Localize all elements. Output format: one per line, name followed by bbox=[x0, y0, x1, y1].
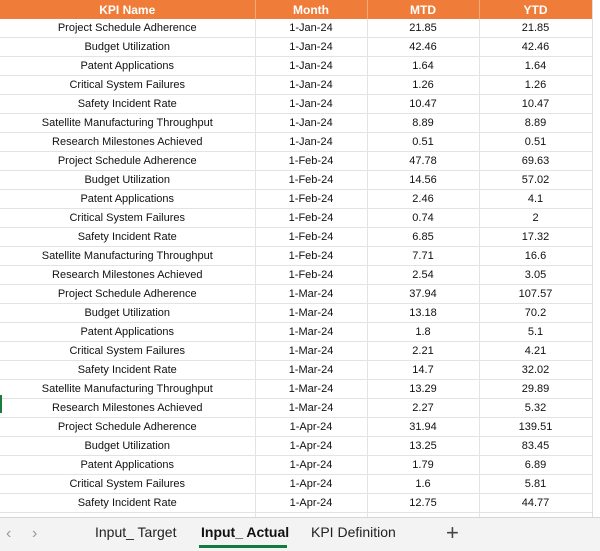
table-row bbox=[0, 19, 592, 38]
cell-mtd[interactable]: 2.27 bbox=[367, 399, 479, 418]
cell-month[interactable]: 1-Jan-24 bbox=[255, 76, 367, 95]
cell-month[interactable]: 1-Feb-24 bbox=[255, 209, 367, 228]
grid-edge bbox=[592, 0, 593, 517]
cell-kpi-name[interactable]: Safety Incident Rate bbox=[0, 95, 255, 114]
cell-ytd[interactable]: 69.63 bbox=[479, 152, 592, 171]
cell-mtd[interactable]: 1.79 bbox=[367, 456, 479, 475]
cell-mtd[interactable]: 1.8 bbox=[367, 323, 479, 342]
table-row bbox=[0, 361, 592, 380]
cell-kpi-name[interactable]: Patent Applications bbox=[0, 456, 255, 475]
cell-ytd[interactable]: 139.51 bbox=[479, 418, 592, 437]
cell-kpi-name[interactable]: Safety Incident Rate bbox=[0, 494, 255, 513]
cell-ytd[interactable]: 0.51 bbox=[479, 133, 592, 152]
cell-ytd[interactable]: 6.89 bbox=[479, 456, 592, 475]
cell-ytd[interactable]: 70.2 bbox=[479, 304, 592, 323]
cell-ytd[interactable]: 16.6 bbox=[479, 247, 592, 266]
row-selection-marker bbox=[0, 395, 2, 413]
header-mtd[interactable]: MTD bbox=[367, 0, 479, 19]
cell-mtd[interactable]: 42.46 bbox=[367, 38, 479, 57]
cell-month[interactable]: 1-Apr-24 bbox=[255, 456, 367, 475]
cell-month[interactable]: 1-Apr-24 bbox=[255, 437, 367, 456]
cell-mtd[interactable]: 0.51 bbox=[367, 133, 479, 152]
cell-ytd[interactable]: 3.05 bbox=[479, 266, 592, 285]
cell-kpi-name[interactable]: Critical System Failures bbox=[0, 475, 255, 494]
cell-kpi-name[interactable]: Budget Utilization bbox=[0, 437, 255, 456]
cell-ytd[interactable]: 42.46 bbox=[479, 38, 592, 57]
cell-kpi-name[interactable]: Research Milestones Achieved bbox=[0, 133, 255, 152]
tab-input-target[interactable]: Input_ Target bbox=[95, 524, 177, 540]
cell-mtd[interactable]: 2.46 bbox=[367, 190, 479, 209]
table-row bbox=[0, 228, 592, 247]
sheet-tab-bar bbox=[0, 517, 600, 551]
cell-mtd[interactable]: 13.18 bbox=[367, 304, 479, 323]
cell-month[interactable]: 1-Apr-24 bbox=[255, 418, 367, 437]
cell-month[interactable]: 1-Jan-24 bbox=[255, 57, 367, 76]
cell-kpi-name[interactable]: Critical System Failures bbox=[0, 209, 255, 228]
cell-month[interactable]: 1-Mar-24 bbox=[255, 304, 367, 323]
table-row bbox=[0, 171, 592, 190]
cell-ytd[interactable]: 1.64 bbox=[479, 57, 592, 76]
table-row bbox=[0, 494, 592, 513]
table-row bbox=[0, 380, 592, 399]
cell-month[interactable]: 1-Apr-24 bbox=[255, 494, 367, 513]
cell-kpi-name[interactable]: Critical System Failures bbox=[0, 76, 255, 95]
cell-month[interactable]: 1-Jan-24 bbox=[255, 114, 367, 133]
cell-ytd[interactable]: 4.21 bbox=[479, 342, 592, 361]
cell-ytd[interactable]: 32.02 bbox=[479, 361, 592, 380]
cell-month[interactable]: 1-Feb-24 bbox=[255, 247, 367, 266]
cell-kpi-name[interactable]: Budget Utilization bbox=[0, 304, 255, 323]
cell-kpi-name[interactable]: Project Schedule Adherence bbox=[0, 19, 255, 38]
header-ytd[interactable]: YTD bbox=[479, 0, 592, 19]
table-row bbox=[0, 76, 592, 95]
table-row bbox=[0, 285, 592, 304]
cell-mtd[interactable]: 1.6 bbox=[367, 475, 479, 494]
header-row bbox=[0, 0, 592, 19]
cell-kpi-name[interactable]: Safety Incident Rate bbox=[0, 361, 255, 380]
scroll-right-icon[interactable]: › bbox=[32, 525, 38, 542]
header-month[interactable]: Month bbox=[255, 0, 367, 19]
cell-ytd[interactable]: 5.32 bbox=[479, 399, 592, 418]
cell-ytd[interactable]: 4.1 bbox=[479, 190, 592, 209]
cell-ytd[interactable]: 21.85 bbox=[479, 19, 592, 38]
cell-mtd[interactable]: 37.94 bbox=[367, 285, 479, 304]
table-row bbox=[0, 418, 592, 437]
active-tab-indicator bbox=[199, 545, 287, 548]
cell-mtd[interactable]: 2.54 bbox=[367, 266, 479, 285]
cell-mtd[interactable]: 12.75 bbox=[367, 494, 479, 513]
cell-ytd[interactable]: 107.57 bbox=[479, 285, 592, 304]
table-row bbox=[0, 323, 592, 342]
cell-mtd[interactable]: 7.71 bbox=[367, 247, 479, 266]
cell-mtd[interactable]: 47.78 bbox=[367, 152, 479, 171]
table-row bbox=[0, 342, 592, 361]
cell-ytd[interactable]: 1.26 bbox=[479, 76, 592, 95]
cell-ytd[interactable]: 5.81 bbox=[479, 475, 592, 494]
table-row bbox=[0, 57, 592, 76]
cell-ytd[interactable]: 10.47 bbox=[479, 95, 592, 114]
cell-month[interactable]: 1-Mar-24 bbox=[255, 285, 367, 304]
cell-mtd[interactable]: 6.85 bbox=[367, 228, 479, 247]
cell-mtd[interactable]: 10.47 bbox=[367, 95, 479, 114]
cell-kpi-name[interactable]: Project Schedule Adherence bbox=[0, 285, 255, 304]
cell-kpi-name[interactable]: Project Schedule Adherence bbox=[0, 418, 255, 437]
cell-kpi-name[interactable]: Satellite Manufacturing Throughput bbox=[0, 114, 255, 133]
cell-mtd[interactable]: 21.85 bbox=[367, 19, 479, 38]
table-row bbox=[0, 266, 592, 285]
cell-kpi-name[interactable]: Critical System Failures bbox=[0, 342, 255, 361]
cell-month[interactable]: 1-Jan-24 bbox=[255, 19, 367, 38]
cell-month[interactable]: 1-Feb-24 bbox=[255, 228, 367, 247]
cell-mtd[interactable]: 14.7 bbox=[367, 361, 479, 380]
cell-mtd[interactable]: 1.64 bbox=[367, 57, 479, 76]
cell-kpi-name[interactable]: Budget Utilization bbox=[0, 171, 255, 190]
cell-mtd[interactable]: 14.56 bbox=[367, 171, 479, 190]
add-sheet-icon[interactable]: + bbox=[446, 520, 459, 545]
cell-mtd[interactable]: 0.74 bbox=[367, 209, 479, 228]
cell-kpi-name[interactable]: Research Milestones Achieved bbox=[0, 266, 255, 285]
cell-mtd[interactable]: 13.29 bbox=[367, 380, 479, 399]
tab-input-actual[interactable]: Input_ Actual bbox=[201, 524, 290, 540]
cell-month[interactable]: 1-Mar-24 bbox=[255, 361, 367, 380]
cell-kpi-name[interactable]: Patent Applications bbox=[0, 190, 255, 209]
cell-mtd[interactable]: 2.21 bbox=[367, 342, 479, 361]
cell-month[interactable]: 1-Feb-24 bbox=[255, 190, 367, 209]
scroll-left-icon[interactable]: ‹ bbox=[6, 525, 12, 542]
cell-mtd[interactable]: 8.89 bbox=[367, 114, 479, 133]
cell-ytd[interactable]: 5.1 bbox=[479, 323, 592, 342]
cell-kpi-name[interactable]: Budget Utilization bbox=[0, 38, 255, 57]
table-row bbox=[0, 209, 592, 228]
header-kpi-name[interactable]: KPI Name bbox=[0, 0, 255, 19]
cell-mtd[interactable]: 31.94 bbox=[367, 418, 479, 437]
cell-month[interactable]: 1-Feb-24 bbox=[255, 266, 367, 285]
table-row bbox=[0, 38, 592, 57]
table-row bbox=[0, 304, 592, 323]
cell-month[interactable]: 1-Jan-24 bbox=[255, 38, 367, 57]
cell-ytd[interactable]: 57.02 bbox=[479, 171, 592, 190]
cell-kpi-name[interactable]: Satellite Manufacturing Throughput bbox=[0, 247, 255, 266]
cell-kpi-name[interactable]: Patent Applications bbox=[0, 323, 255, 342]
cell-month[interactable]: 1-Mar-24 bbox=[255, 399, 367, 418]
cell-ytd[interactable]: 29.89 bbox=[479, 380, 592, 399]
cell-month[interactable]: 1-Mar-24 bbox=[255, 323, 367, 342]
table-row bbox=[0, 114, 592, 133]
cell-month[interactable]: 1-Mar-24 bbox=[255, 380, 367, 399]
cell-month[interactable]: 1-Mar-24 bbox=[255, 342, 367, 361]
cell-mtd[interactable]: 13.25 bbox=[367, 437, 479, 456]
cell-month[interactable]: 1-Jan-24 bbox=[255, 95, 367, 114]
cell-ytd[interactable]: 83.45 bbox=[479, 437, 592, 456]
cell-ytd[interactable]: 8.89 bbox=[479, 114, 592, 133]
cell-month[interactable]: 1-Apr-24 bbox=[255, 475, 367, 494]
table-row bbox=[0, 399, 592, 418]
cell-ytd[interactable]: 2 bbox=[479, 209, 592, 228]
table-row bbox=[0, 247, 592, 266]
cell-month[interactable]: 1-Feb-24 bbox=[255, 152, 367, 171]
cell-mtd[interactable]: 1.26 bbox=[367, 76, 479, 95]
table-row bbox=[0, 152, 592, 171]
cell-kpi-name[interactable]: Patent Applications bbox=[0, 57, 255, 76]
table-row bbox=[0, 95, 592, 114]
table-row bbox=[0, 133, 592, 152]
cell-kpi-name[interactable]: Research Milestones Achieved bbox=[0, 399, 255, 418]
cell-month[interactable]: 1-Feb-24 bbox=[255, 171, 367, 190]
cell-ytd[interactable]: 44.77 bbox=[479, 494, 592, 513]
table-row bbox=[0, 456, 592, 475]
cell-kpi-name[interactable]: Safety Incident Rate bbox=[0, 228, 255, 247]
table-body bbox=[0, 19, 592, 532]
cell-month[interactable]: 1-Jan-24 bbox=[255, 133, 367, 152]
cell-kpi-name[interactable]: Project Schedule Adherence bbox=[0, 152, 255, 171]
table-row bbox=[0, 190, 592, 209]
table-row bbox=[0, 437, 592, 456]
table-row bbox=[0, 475, 592, 494]
cell-kpi-name[interactable]: Satellite Manufacturing Throughput bbox=[0, 380, 255, 399]
tab-kpi-definition[interactable]: KPI Definition bbox=[311, 524, 396, 540]
cell-ytd[interactable]: 17.32 bbox=[479, 228, 592, 247]
